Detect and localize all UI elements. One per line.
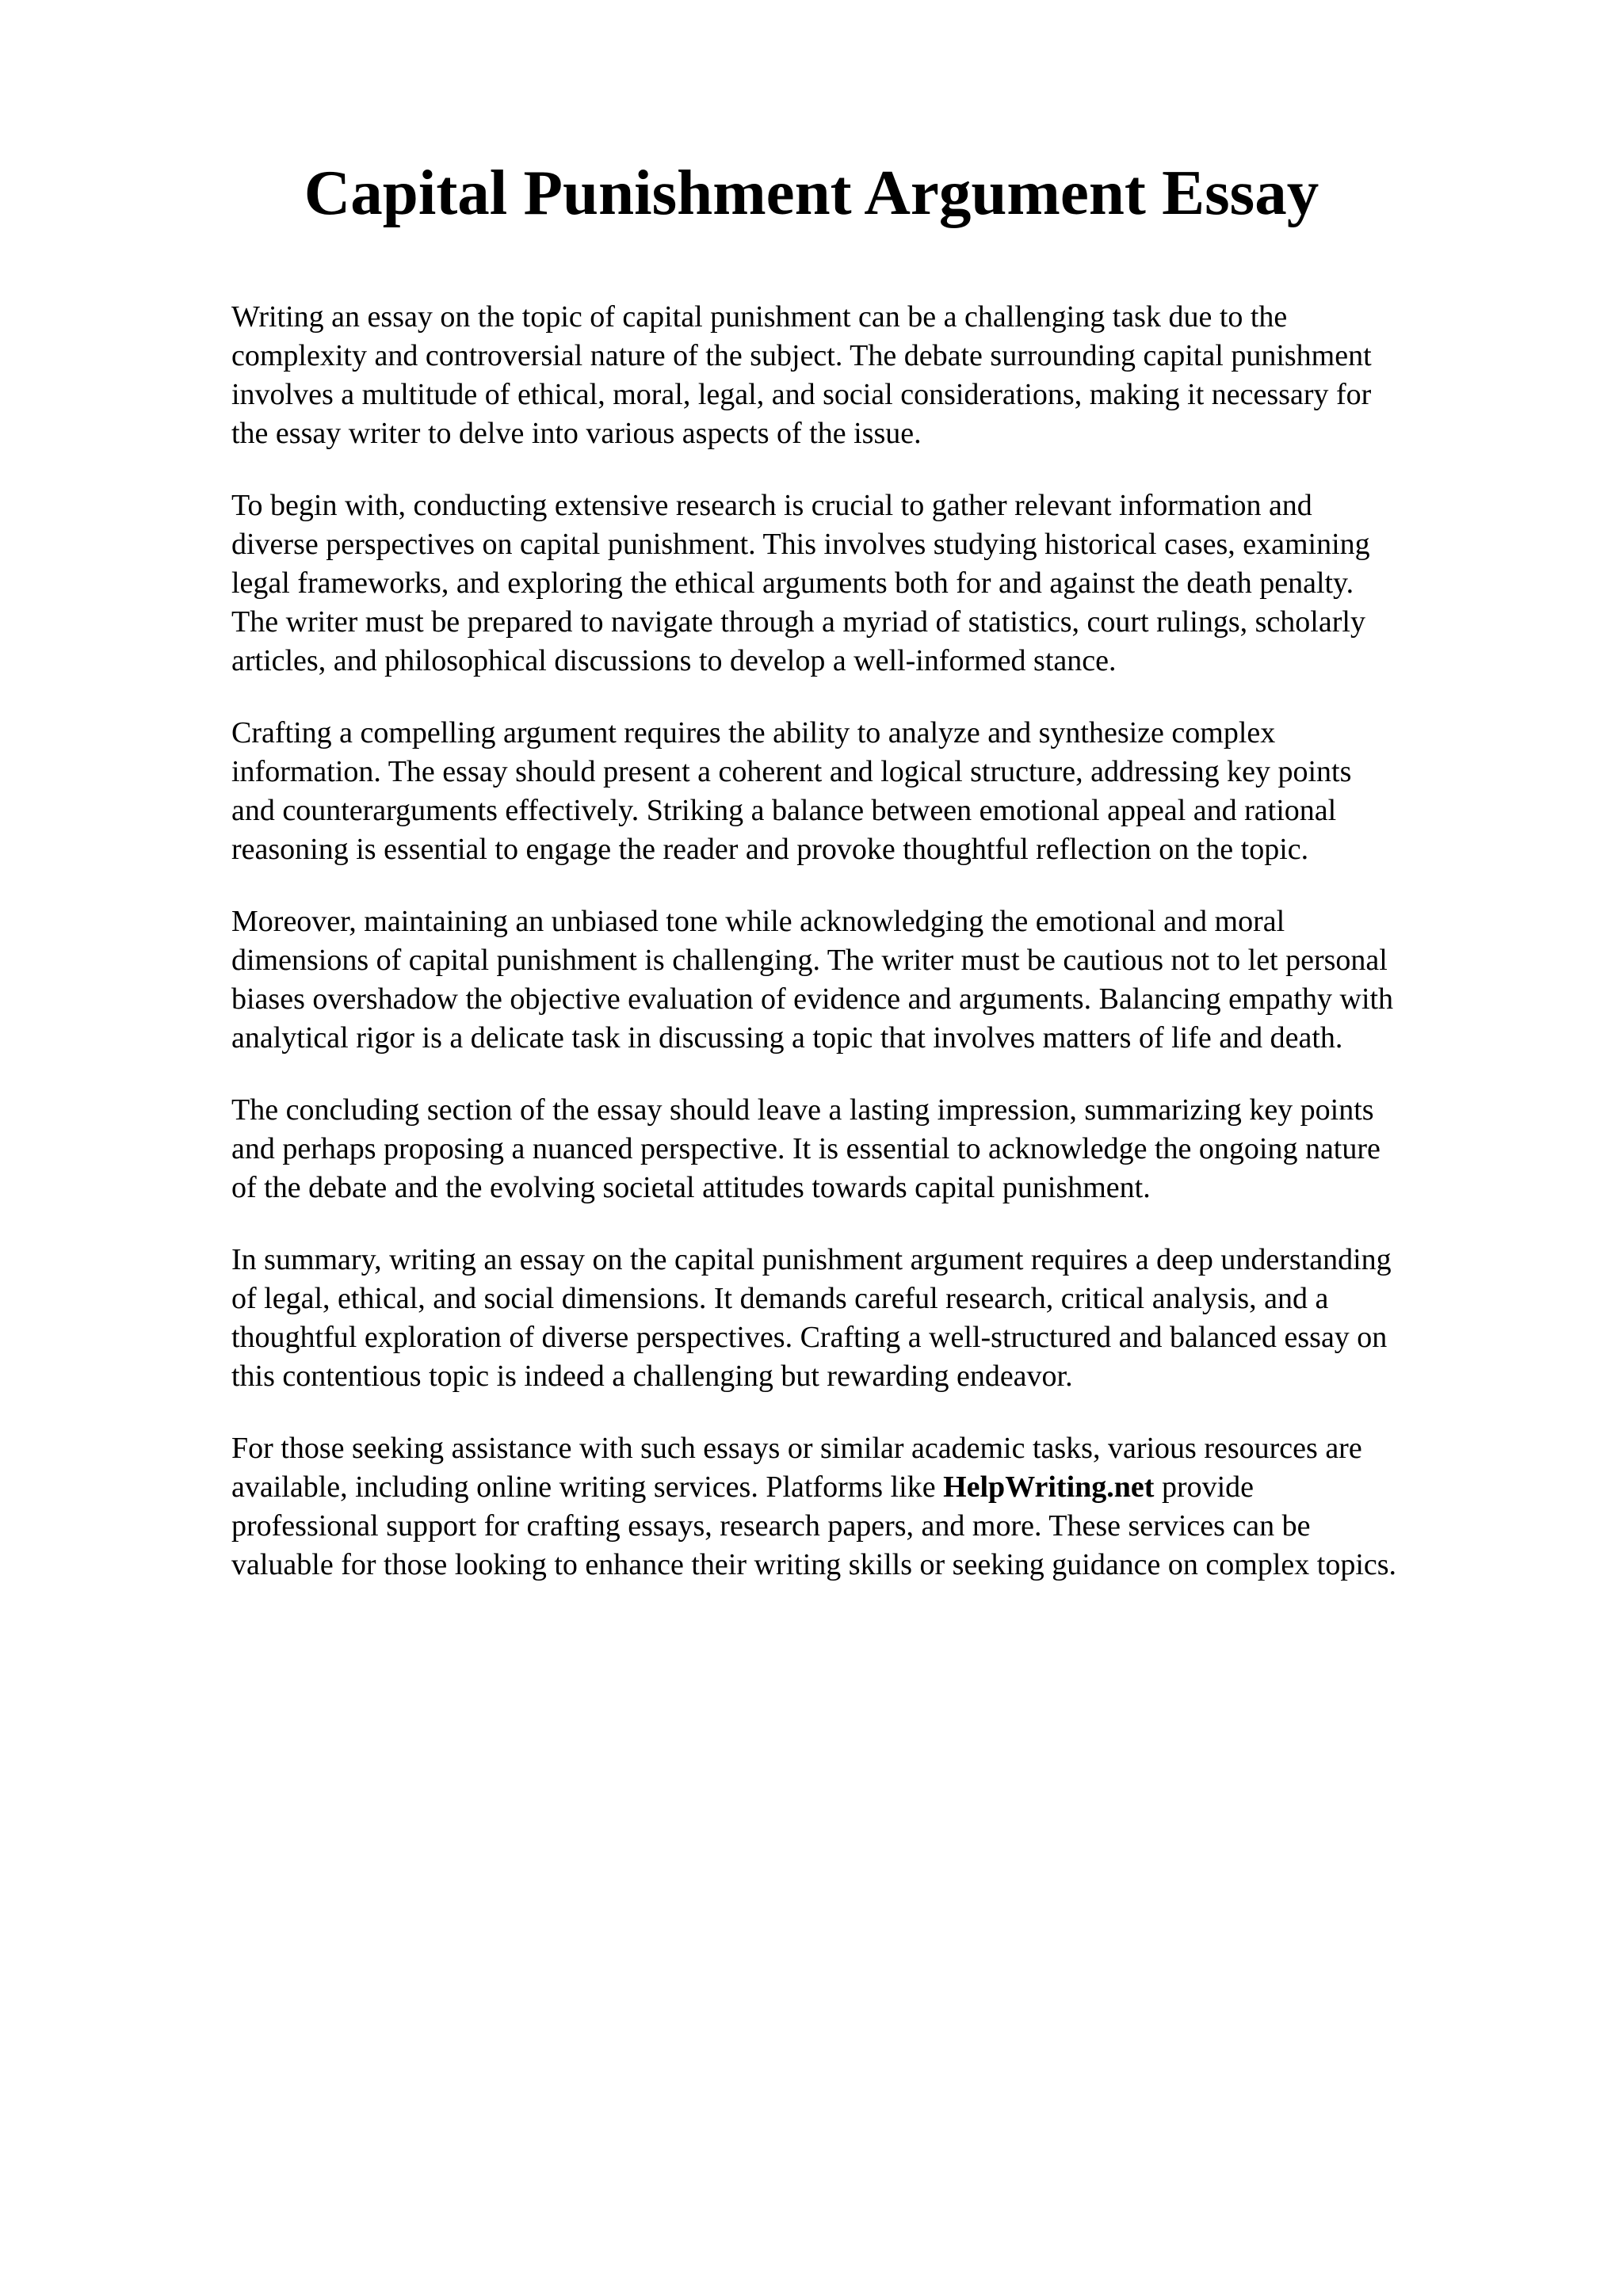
essay-body bbox=[231, 298, 1515, 1618]
paragraph-line: of the debate and the evolving societal attitudes towards capital punishment. bbox=[231, 1171, 1151, 1204]
paragraph-line: For those seeking assistance with such essays or similar academic tasks, various resources are bbox=[231, 1432, 1362, 1465]
paragraph-line: legal frameworks, and exploring the ethical arguments both for and against the death penalty. bbox=[231, 566, 1354, 600]
paragraph-line: To begin with, conducting extensive research is crucial to gather relevant information and bbox=[231, 489, 1312, 522]
paragraph-line: Writing an essay on the topic of capital punishment can be a challenging task due to the bbox=[231, 300, 1288, 334]
paragraph-line: The concluding section of the essay should leave a lasting impression, summarizing key points bbox=[231, 1093, 1374, 1127]
paragraph-line: In summary, writing an essay on the capital punishment argument requires a deep understanding bbox=[231, 1243, 1392, 1276]
paragraph-1 bbox=[231, 298, 1515, 453]
paragraph-line: information. The essay should present a coherent and logical structure, addressing key points bbox=[231, 755, 1352, 788]
paragraph-line: valuable for those looking to enhance their writing skills or seeking guidance on complex topics. bbox=[231, 1548, 1397, 1581]
paragraph-3 bbox=[231, 714, 1515, 869]
paragraph-line: complexity and controversial nature of the subject. The debate surrounding capital punishment bbox=[231, 339, 1372, 372]
paragraph-7 bbox=[231, 1429, 1515, 1585]
paragraph-2 bbox=[231, 486, 1515, 681]
paragraph-line: analytical rigor is a delicate task in discussing a topic that involves matters of life and death. bbox=[231, 1021, 1343, 1055]
paragraph-4 bbox=[231, 902, 1515, 1058]
paragraph-line: involves a multitude of ethical, moral, legal, and social considerations, making it necessary for bbox=[231, 378, 1372, 411]
paragraph-line: dimensions of capital punishment is challenging. The writer must be cautious not to let personal bbox=[231, 944, 1388, 977]
paragraph-line: biases overshadow the objective evaluation of evidence and arguments. Balancing empathy with bbox=[231, 982, 1394, 1016]
brand-lead-text: available, including online writing services. Platforms like bbox=[231, 1470, 944, 1504]
paragraph-6 bbox=[231, 1241, 1515, 1396]
paragraph-5 bbox=[231, 1091, 1515, 1207]
paragraph-line-with-brand bbox=[231, 1468, 1515, 1507]
paragraph-line: Moreover, maintaining an unbiased tone while acknowledging the emotional and moral bbox=[231, 905, 1285, 938]
paragraph-line: Crafting a compelling argument requires the ability to analyze and synthesize complex bbox=[231, 716, 1276, 749]
paragraph-line: The writer must be prepared to navigate through a myriad of statistics, court rulings, scholarly bbox=[231, 605, 1365, 639]
paragraph-line: and perhaps proposing a nuanced perspective. It is essential to acknowledge the ongoing nature bbox=[231, 1132, 1381, 1165]
paragraph-line: articles, and philosophical discussions to develop a well-informed stance. bbox=[231, 644, 1117, 677]
paragraph-line: reasoning is essential to engage the reader and provoke thoughtful reflection on the topic. bbox=[231, 833, 1309, 866]
helpwriting-brand-link[interactable]: HelpWriting.net bbox=[943, 1470, 1155, 1504]
paragraph-line: this contentious topic is indeed a challenging but rewarding endeavor. bbox=[231, 1360, 1073, 1393]
paragraph-line: professional support for crafting essays, research papers, and more. These services can be bbox=[231, 1509, 1311, 1543]
brand-trail-text: provide bbox=[1154, 1470, 1254, 1504]
paragraph-line: thoughtful exploration of diverse perspectives. Crafting a well-structured and balanced essay on bbox=[231, 1321, 1388, 1354]
paragraph-line: and counterarguments effectively. Striking a balance between emotional appeal and rational bbox=[231, 794, 1337, 827]
paragraph-line: diverse perspectives on capital punishment. This involves studying historical cases, examining bbox=[231, 528, 1370, 561]
page-title: Capital Punishment Argument Essay bbox=[304, 157, 1319, 228]
paragraph-line: of legal, ethical, and social dimensions. It demands careful research, critical analysis, and a bbox=[231, 1282, 1329, 1315]
paragraph-line: the essay writer to delve into various aspects of the issue. bbox=[231, 417, 922, 450]
